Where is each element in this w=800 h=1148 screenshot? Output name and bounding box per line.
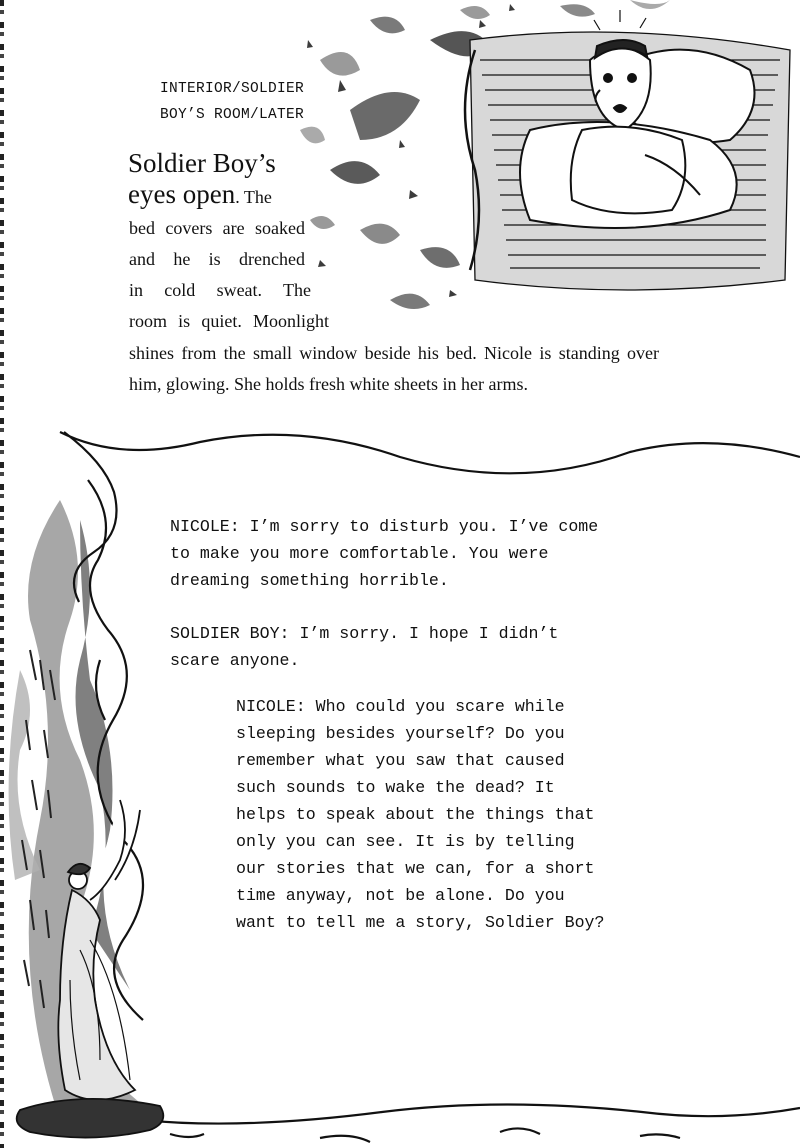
narration-line: in cold sweat. The <box>129 280 311 300</box>
narration-line: room is quiet. Moonlight <box>129 311 329 331</box>
dialogue-line: time anyway, not be alone. Do you <box>236 886 565 905</box>
dialogue-line: dreaming something horrible. <box>170 571 449 590</box>
dialogue-line: such sounds to wake the dead? It <box>236 778 555 797</box>
narration-line: and he is drenched <box>129 249 305 269</box>
dialogue-line: NICOLE: Who could you scare while <box>236 697 565 716</box>
narration-line: shines from the small window beside his bed. Nicole is standing over <box>129 343 659 363</box>
scene-heading <box>104 76 304 128</box>
narration-line: him, glowing. She holds fresh white sheets in her arms. <box>129 374 528 394</box>
scene-heading-line: INTERIOR/SOLDIER <box>159 81 304 97</box>
narration-lead <box>128 148 306 213</box>
dialogue-line: want to tell me a story, Soldier Boy? <box>236 913 605 932</box>
dialogue-line: helps to speak about the things that <box>236 805 595 824</box>
lead-emphasis: eyes open <box>128 179 236 209</box>
dialogue-line: to make you more comfortable. You were <box>170 544 549 563</box>
lead-tail: . The <box>235 187 272 207</box>
dialogue-line: only you can see. It is by telling <box>236 832 575 851</box>
soldier-boy-bed-illustration <box>300 0 800 330</box>
dialogue-line: scare anyone. <box>170 651 300 670</box>
dialogue-line: SOLDIER BOY: I’m sorry. I hope I didn’t <box>170 624 559 643</box>
dialogue-line: remember what you saw that caused <box>236 751 565 770</box>
dialogue-line: NICOLE: I’m sorry to disturb you. I’ve come <box>170 517 599 536</box>
scene-heading-line: BOY’S ROOM/LATER <box>159 107 304 123</box>
dialogue-soldier-boy <box>170 620 558 674</box>
lead-line <box>128 179 272 209</box>
dialogue-line: our stories that we can, for a short <box>236 859 595 878</box>
dialogue-nicole-1 <box>170 513 598 594</box>
lead-line: Soldier Boy’s <box>128 148 276 178</box>
dialogue-line: sleeping besides yourself? Do you <box>236 724 565 743</box>
dialogue-nicole-2 <box>236 693 604 936</box>
narration-line: bed covers are soaked <box>129 218 305 238</box>
